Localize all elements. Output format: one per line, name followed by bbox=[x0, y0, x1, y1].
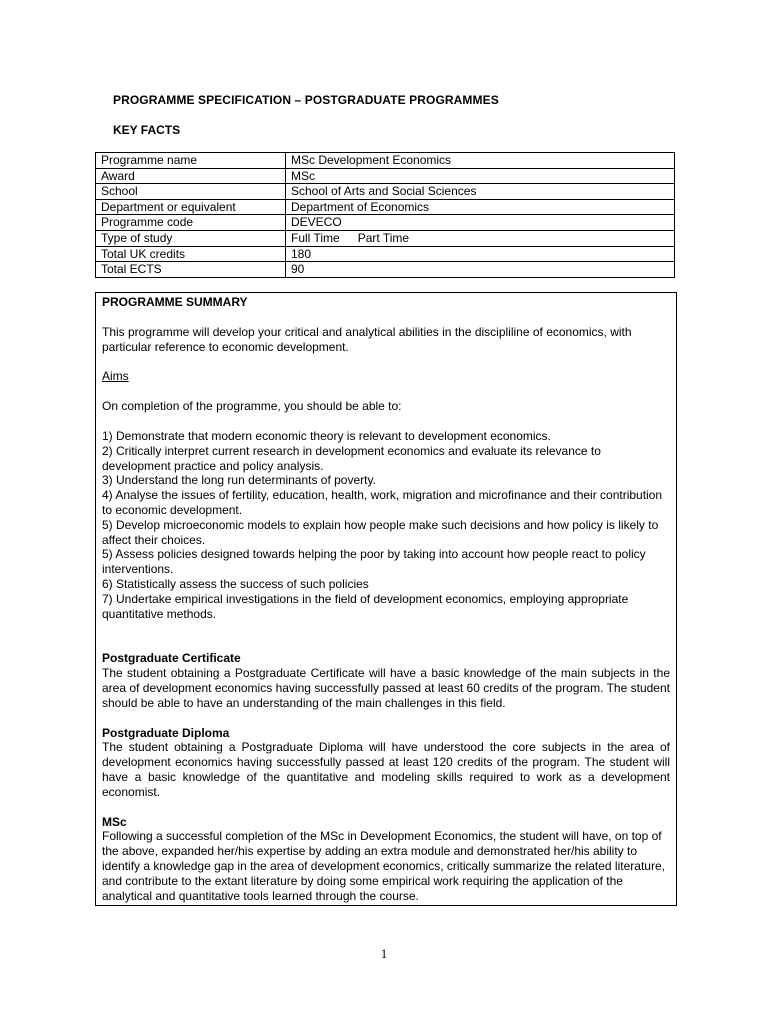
table-row bbox=[96, 153, 675, 169]
aims-list bbox=[102, 429, 670, 621]
aim-item: 4) Analyse the issues of fertility, education, health, work, migration and microfinance and their contribution to economic development. bbox=[102, 488, 663, 517]
fact-value: 90 bbox=[286, 262, 675, 278]
table-row bbox=[96, 262, 675, 278]
key-facts-table bbox=[95, 152, 675, 278]
aim-item: 3) Understand the long run determinants of poverty. bbox=[102, 473, 376, 488]
table-row bbox=[96, 246, 675, 262]
fact-label: School bbox=[96, 184, 286, 200]
fact-value: DEVECO bbox=[286, 215, 675, 231]
msc-heading: MSc bbox=[102, 814, 127, 829]
fact-value: MSc Development Economics bbox=[286, 153, 675, 169]
table-row bbox=[96, 215, 675, 231]
table-row bbox=[96, 230, 675, 246]
aim-item: 5) Develop microeconomic models to explain how people make such decisions and how policy is likely to affect their choices. bbox=[102, 517, 659, 547]
table-row bbox=[96, 168, 675, 184]
fact-label: Programme code bbox=[96, 215, 286, 231]
aim-item: 2) Critically interpret current research in development economics and evaluate its relevance to development practice and policy analysis. bbox=[102, 443, 601, 473]
study-type-full-time: Full Time bbox=[291, 230, 340, 245]
aim-item: 1) Demonstrate that modern economic theory is relevant to development economics. bbox=[102, 428, 551, 443]
programme-summary-box bbox=[95, 292, 677, 906]
fact-label: Department or equivalent bbox=[96, 199, 286, 215]
fact-value: School of Arts and Social Sciences bbox=[286, 184, 675, 200]
summary-intro: This programme will develop your critical and analytical abilities in the discipliline of economics, with particular reference to economic development. bbox=[102, 324, 632, 354]
fact-label: Type of study bbox=[96, 230, 286, 246]
fact-label: Programme name bbox=[96, 153, 286, 169]
fact-value: Department of Economics bbox=[286, 199, 675, 215]
page-number: 1 bbox=[380, 946, 388, 961]
aim-item: 5) Assess policies designed towards helping the poor by taking into account how people react to policy interventions. bbox=[102, 547, 646, 577]
table-row bbox=[96, 199, 675, 215]
fact-value: 180 bbox=[286, 246, 675, 262]
diploma-text: The student obtaining a Postgraduate Diploma will have understood the core subjects in the area of development economics having successfully passed at least 120 credits of the program. The student will have a basic knowledge of the quantitative and modeling skills required to work as a development economist. bbox=[102, 740, 670, 799]
study-type-part-time: Part Time bbox=[357, 230, 410, 245]
certificate-text: The student obtaining a Postgraduate Certificate will have a basic knowledge of the main subjects in the area of development economics having successfully passed at least 60 credits of the program. The student should be able to have an understanding of the main challenges in this field. bbox=[102, 666, 670, 710]
aim-item: 7) Undertake empirical investigations in the field of development economics, employing appropriate quantitative methods. bbox=[102, 591, 629, 621]
fact-value bbox=[286, 230, 675, 246]
aim-item: 6) Statistically assess the success of such policies bbox=[102, 576, 369, 591]
key-facts-heading: KEY FACTS bbox=[113, 123, 181, 137]
msc-text: Following a successful completion of the MSc in Development Economics, the student will have, on top of the above, expanded her/his expertise by adding an extra module and demonstrated her/his ability to identify a knowledge gap in the area of development economics, critically summarize the related literature, and contribute to the extant literature by doing some empirical work requiring the application of the analytical and quantitative tools learned through the course. bbox=[102, 829, 665, 903]
summary-heading: PROGRAMME SUMMARY bbox=[102, 295, 248, 309]
fact-label: Award bbox=[96, 168, 286, 184]
fact-label: Total ECTS bbox=[96, 262, 286, 278]
fact-value: MSc bbox=[286, 168, 675, 184]
aims-heading: Aims bbox=[102, 369, 129, 384]
document-title: PROGRAMME SPECIFICATION – POSTGRADUATE PROGRAMMES bbox=[113, 93, 499, 107]
aims-lead: On completion of the programme, you should be able to: bbox=[102, 399, 402, 414]
table-row bbox=[96, 184, 675, 200]
fact-label: Total UK credits bbox=[96, 246, 286, 262]
certificate-heading: Postgraduate Certificate bbox=[102, 651, 241, 666]
diploma-heading: Postgraduate Diploma bbox=[102, 725, 230, 740]
